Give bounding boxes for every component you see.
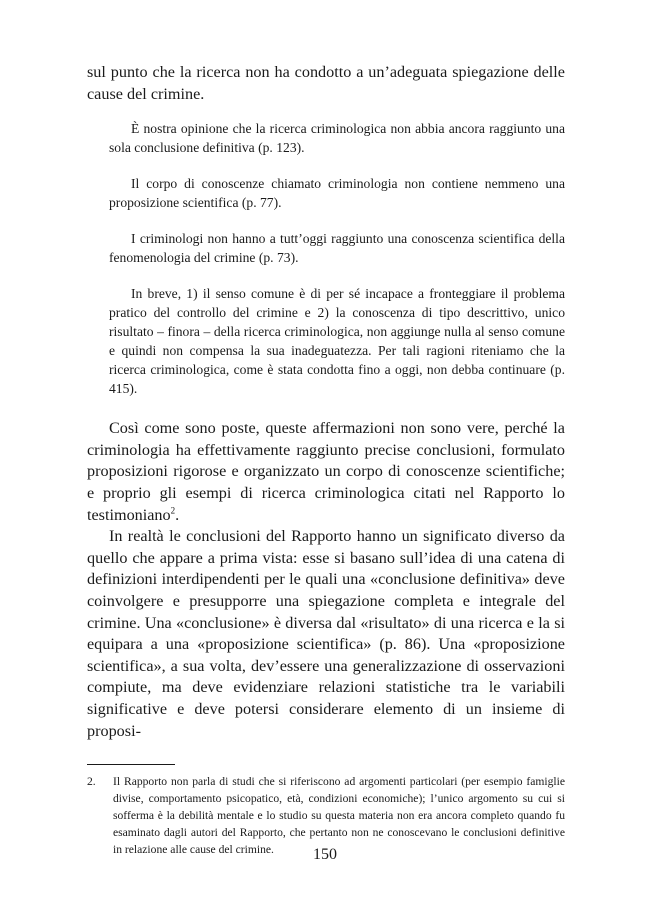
footnote-text: Il Rapporto non parla di studi che si riferiscono ad argomenti particolari (per esempio famiglie divise, comportamento psicopatico, età, condizioni economiche); l’unico argomento su cui si sofferma è la debilità mentale e lo studio su questa materia non era ancora completo quando fu esaminato dagli autori del Rapporto, che pertanto non ne conoscevano le conclusioni definitive in relazione alle cause del crimine.: [113, 775, 565, 857]
paragraph-2-text: Così come sono poste, queste affermazioni non sono vere, perché la criminologia ha effettivamente raggiunto precise conclusioni, formulato proposizioni rigorose e organizzato un corpo di conoscenze scientifiche; e proprio gli esempi di ricerca criminologica citati nel Rapporto lo testimoniano: [87, 419, 565, 524]
footnote-number: 2.: [87, 775, 96, 789]
footnote-separator: [87, 764, 175, 765]
quote-2: Il corpo di conoscenze chiamato criminologia non contiene nemmeno una proposizione scientifica (p. 77).: [109, 176, 565, 211]
page-content: [87, 62, 565, 858]
quote-1: È nostra opinione che la ricerca criminologica non abbia ancora raggiunto una sola conclusione definitiva (p. 123).: [109, 121, 565, 156]
page-number: 150: [313, 846, 337, 863]
intro-paragraph: sul punto che la ricerca non ha condotto a un’adeguata spiegazione delle cause del crimine.: [87, 63, 565, 103]
paragraph-3: In realtà le conclusioni del Rapporto hanno un significato diverso da quello che appare a prima vista: esse si basano sull’idea di una catena di definizioni interdipendenti per le quali una «conclusione definitiva» deve coinvolgere e presupporre una spiegazione completa e integrale del crimine. Una «conclusione» è diversa dal «risultato» di una ricerca e la si equipara a una «proposizione scientifica» (p. 86). Una «proposizione scientifica», a sua volta, dev’essere una generalizzazione di osservazioni compiute, ma deve evidenziare relazioni statistiche tra le variabili significative e deve potersi considerare elemento di un insieme di proposi-: [87, 527, 565, 740]
footnote-reference: 2: [170, 505, 176, 516]
quote-3: I criminologi non hanno a tutt’oggi raggiunto una conoscenza scientifica della fenomenologia del crimine (p. 73).: [109, 231, 565, 266]
block-quotes: [109, 119, 565, 398]
quote-4: In breve, 1) il senso comune è di per sé incapace a fronteggiare il problema pratico del controllo del crimine e 2) la conoscenza di tipo descrittivo, unico risultato – finora – della ricerca criminologica, non aggiunge nulla al senso comune e quindi non compensa la sua inadeguatezza. Per tali ragioni riteniamo che la ricerca criminologica, come è stata condotta fino a oggi, non debba continuare (p. 415).: [109, 286, 565, 397]
paragraph-2: [87, 418, 565, 526]
paragraph-2-end: .: [175, 505, 180, 524]
